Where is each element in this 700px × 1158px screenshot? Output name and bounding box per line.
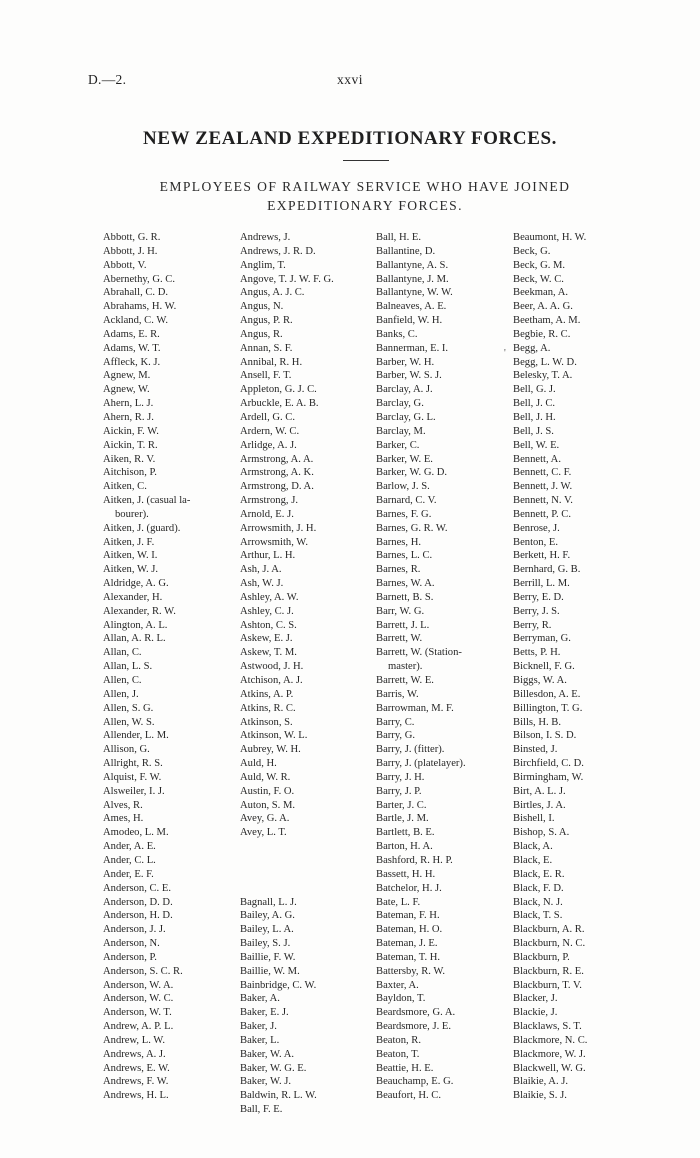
name-entry: Auld, H. bbox=[240, 758, 277, 770]
page-number: xxvi bbox=[336, 72, 363, 87]
name-entry: Aitken, J. (guard). bbox=[103, 522, 181, 534]
name-entry: Avey, L. T. bbox=[240, 827, 287, 839]
name-entry: Anderson, W. T. bbox=[103, 1007, 172, 1019]
name-entry: Bannerman, E. I. bbox=[376, 342, 449, 354]
name-entry: Bainbridge, C. W. bbox=[240, 979, 317, 991]
column-spacer bbox=[240, 854, 372, 868]
name-entry: Allison, G. bbox=[103, 744, 150, 756]
name-entry: Black, E. bbox=[513, 854, 553, 866]
name-entry: Begg, A. bbox=[513, 342, 551, 354]
name-entry: Barlow, J. S. bbox=[376, 481, 430, 493]
name-entry: Alquist, F. W. bbox=[103, 771, 162, 783]
name-entry: Bishop, S. A. bbox=[513, 827, 570, 839]
name-entry: Bateman, F. H. bbox=[376, 910, 440, 922]
name-entry: Benton, E. bbox=[513, 536, 559, 548]
name-entry: Armstrong, A. A. bbox=[240, 453, 314, 465]
name-entry: Atkinson, W. L. bbox=[240, 730, 308, 742]
name-entry: Beardsmore, G. A. bbox=[376, 1007, 456, 1019]
name-entry: Blackmore, W. J. bbox=[513, 1048, 586, 1060]
name-entry: Ballantyne, W. W. bbox=[376, 287, 453, 299]
name-entry: Blacklaws, S. T. bbox=[513, 1021, 582, 1033]
name-entry: Beardsmore, J. E. bbox=[376, 1021, 452, 1033]
name-entry: Baillie, W. M. bbox=[240, 965, 300, 977]
name-entry: Allan, L. S. bbox=[103, 661, 153, 673]
name-entry: Beekman, A. bbox=[513, 287, 569, 299]
name-entry: Banks, C. bbox=[376, 328, 418, 340]
name-entry: Abbott, J. H. bbox=[103, 245, 158, 257]
name-entry: Angove, T. J. W. F. G. bbox=[240, 273, 334, 285]
name-entry: Bagnall, L. J. bbox=[240, 896, 297, 908]
name-entry: Arthur, L. H. bbox=[240, 550, 296, 562]
name-entry: Agnew, M. bbox=[103, 370, 151, 382]
name-entry: Birtles, J. A. bbox=[513, 799, 566, 811]
name-entry: Ames, H. bbox=[103, 813, 144, 825]
name-entry: Ardell, G. C. bbox=[240, 411, 296, 423]
name-entry: Alexander, R. W. bbox=[103, 605, 176, 617]
subtitle-line-1: EMPLOYEES OF RAILWAY SERVICE WHO HAVE JOINED bbox=[159, 179, 571, 194]
name-entry: Blackburn, R. E. bbox=[513, 965, 584, 977]
name-entry: Barker, C. bbox=[376, 439, 420, 451]
name-entry: Barrett, W. (Station- bbox=[376, 647, 462, 659]
name-entry: Aitken, W. J. bbox=[103, 564, 159, 576]
name-entry: Beck, W. C. bbox=[513, 273, 564, 285]
name-entry: Annan, S. F. bbox=[240, 342, 293, 354]
page-title: NEW ZEALAND EXPEDITIONARY FORCES. bbox=[143, 128, 557, 149]
name-entry: Barry, G. bbox=[376, 730, 416, 742]
section-subtitle bbox=[120, 177, 610, 215]
name-entry: Ashton, C. S. bbox=[240, 619, 297, 631]
name-entry: Bernhard, G. B. bbox=[513, 564, 581, 576]
name-entry: Aitken, W. I. bbox=[103, 550, 158, 562]
name-entry: Ansell, F. T. bbox=[240, 370, 292, 382]
name-entry: Barber, W. S. J. bbox=[376, 370, 442, 382]
name-entry: Beaton, R. bbox=[376, 1034, 422, 1046]
name-entry: Abbott, G. R. bbox=[103, 232, 161, 243]
name-entry: Bicknell, F. G. bbox=[513, 661, 575, 673]
name-entry: Berryman, G. bbox=[513, 633, 571, 645]
column-spacer bbox=[240, 882, 372, 896]
name-entry: Askew, E. J. bbox=[240, 633, 293, 645]
name-entry: Bell, J. S. bbox=[513, 425, 554, 437]
name-entry: Aitken, J. F. bbox=[103, 536, 155, 548]
name-entry: Ackland, C. W. bbox=[103, 315, 169, 327]
name-entry: Ball, F. E. bbox=[240, 1104, 283, 1116]
name-entry: Bennett, P. C. bbox=[513, 508, 571, 520]
names-column-4 bbox=[513, 231, 663, 1103]
name-entry: Ahern, R. J. bbox=[103, 411, 154, 423]
name-entry: Barnes, L. C. bbox=[376, 550, 433, 562]
name-entry: Blackburn, N. C. bbox=[513, 938, 586, 950]
name-entry: Balneaves, A. E. bbox=[376, 301, 447, 313]
name-entry: Blaikie, S. J. bbox=[513, 1090, 567, 1102]
name-entry: Bennett, N. V. bbox=[513, 495, 573, 507]
name-entry: Barnes, R. bbox=[376, 564, 421, 576]
name-entry: Barrowman, M. F. bbox=[376, 702, 454, 714]
name-entry: Blackburn, A. R. bbox=[513, 924, 585, 936]
name-entry: Abernethy, G. C. bbox=[103, 273, 175, 285]
name-entry: Baker, W. G. E. bbox=[240, 1062, 307, 1074]
name-entry: Bashford, R. H. P. bbox=[376, 854, 453, 866]
name-entry: Adams, E. R. bbox=[103, 328, 160, 340]
name-entry: Barnes, H. bbox=[376, 536, 422, 548]
name-entry: Ardern, W. C. bbox=[240, 425, 300, 437]
name-entry: Atkins, R. C. bbox=[240, 702, 296, 714]
name-entry: Barnes, G. R. W. bbox=[376, 522, 448, 534]
name-entry: Ballantine, D. bbox=[376, 245, 436, 257]
name-entry: Baker, E. J. bbox=[240, 1007, 289, 1019]
name-entry: Anderson, P. bbox=[103, 951, 157, 963]
name-entry: Barnes, F. G. bbox=[376, 508, 432, 520]
name-entry: Anglim, T. bbox=[240, 259, 286, 271]
stray-mark: ' bbox=[504, 348, 506, 359]
name-entry: Barker, W. E. bbox=[376, 453, 433, 465]
name-entry: Angus, P. R. bbox=[240, 315, 293, 327]
name-entry: Arlidge, A. J. bbox=[240, 439, 297, 451]
names-column-1 bbox=[103, 231, 235, 1103]
name-entry: Beck, G. M. bbox=[513, 259, 566, 271]
name-entry: Auton, S. M. bbox=[240, 799, 296, 811]
name-entry: Avey, G. A. bbox=[240, 813, 290, 825]
name-entry: Arnold, E. J. bbox=[240, 508, 294, 520]
name-entry: Anderson, J. J. bbox=[103, 924, 166, 936]
name-entry: Barrett, W. E. bbox=[376, 675, 434, 686]
name-entry: Berry, E. D. bbox=[513, 591, 564, 603]
name-entry-continuation: master). bbox=[388, 661, 423, 673]
name-entry: Black, F. D. bbox=[513, 882, 564, 894]
name-entry: Atchison, A. J. bbox=[240, 675, 303, 686]
name-entry: Allen, S. G. bbox=[103, 702, 154, 714]
name-entry: Bartle, J. M. bbox=[376, 813, 429, 825]
name-entry: Aickin, T. R. bbox=[103, 439, 158, 451]
name-entry: Andrew, A. P. L. bbox=[103, 1021, 174, 1033]
name-entry: Allen, C. bbox=[103, 675, 142, 686]
name-entry: Barnard, C. V. bbox=[376, 495, 437, 507]
name-entry: Amodeo, L. M. bbox=[103, 827, 169, 839]
name-entry: Begg, L. W. D. bbox=[513, 356, 577, 368]
name-entry: Allan, A. R. L. bbox=[103, 633, 166, 645]
name-entry: Anderson, W. C. bbox=[103, 993, 174, 1005]
name-entry: Barrett, W. bbox=[376, 633, 423, 645]
name-entry: Alsweiler, I. J. bbox=[103, 785, 165, 797]
name-entry: Barry, J. (platelayer). bbox=[376, 758, 466, 770]
name-entry-continuation: bourer). bbox=[115, 508, 149, 520]
name-entry: Blackmore, N. C. bbox=[513, 1034, 588, 1046]
name-entry: Beck, G. bbox=[513, 245, 551, 257]
name-entry: Bennett, A. bbox=[513, 453, 561, 465]
name-entry: Alves, R. bbox=[103, 799, 143, 811]
name-entry: Bilson, I. S. D. bbox=[513, 730, 577, 742]
name-entry: Abbott, V. bbox=[103, 259, 147, 271]
name-entry: Atkinson, S. bbox=[240, 716, 293, 728]
name-entry: Baker, J. bbox=[240, 1021, 277, 1033]
name-entry: Anderson, H. D. bbox=[103, 910, 173, 922]
name-entry: Blackburn, P. bbox=[513, 951, 570, 963]
name-entry: Bateman, J. E. bbox=[376, 938, 438, 950]
page-reference: D.—2. bbox=[88, 72, 127, 87]
name-entry: Berry, J. S. bbox=[513, 605, 560, 617]
name-entry: Bateman, T. H. bbox=[376, 951, 441, 963]
name-entry: Beaufort, H. C. bbox=[376, 1090, 442, 1102]
name-entry: Bell, J. C. bbox=[513, 398, 556, 410]
name-entry: Blaikie, A. J. bbox=[513, 1076, 569, 1088]
name-entry: Barclay, G. bbox=[376, 398, 424, 410]
name-entry: Barnett, B. S. bbox=[376, 591, 434, 603]
name-entry: Agnew, W. bbox=[103, 384, 150, 396]
name-entry: Baker, L. bbox=[240, 1034, 280, 1046]
subtitle-line-2: EXPEDITIONARY FORCES. bbox=[267, 198, 463, 213]
name-entry: Bateman, H. O. bbox=[376, 924, 443, 936]
name-entry: Armstrong, D. A. bbox=[240, 481, 314, 493]
name-entry: Andrews, F. W. bbox=[103, 1076, 169, 1088]
name-entry: Ash, W. J. bbox=[240, 578, 284, 590]
name-entry: Black, E. R. bbox=[513, 868, 565, 880]
name-entry: Angus, A. J. C. bbox=[240, 287, 305, 299]
name-entry: Barter, J. C. bbox=[376, 799, 427, 811]
name-entry: Barr, W. G. bbox=[376, 605, 425, 617]
name-entry: Barris, W. bbox=[376, 688, 419, 700]
name-entry: Baxter, A. bbox=[376, 979, 419, 991]
name-entry: Bills, H. B. bbox=[513, 716, 561, 728]
name-entry: Allright, R. S. bbox=[103, 758, 163, 770]
name-entry: Barrett, J. L. bbox=[376, 619, 430, 631]
name-entry: Bennett, C. F. bbox=[513, 467, 572, 479]
name-entry: Billesdon, A. E. bbox=[513, 688, 581, 700]
name-entry: Blacker, J. bbox=[513, 993, 558, 1005]
name-entry: Baldwin, R. L. W. bbox=[240, 1090, 317, 1102]
name-entry: Arrowsmith, W. bbox=[240, 536, 308, 548]
name-entry: Bell, J. H. bbox=[513, 411, 556, 423]
name-entry: Bennett, J. W. bbox=[513, 481, 573, 493]
name-entry: Ander, C. L. bbox=[103, 854, 156, 866]
name-entry: Ahern, L. J. bbox=[103, 398, 154, 410]
name-entry: Andrews, E. W. bbox=[103, 1062, 170, 1074]
name-entry: Blackie, J. bbox=[513, 1007, 558, 1019]
column-spacer bbox=[240, 840, 372, 854]
name-entry: Affleck, K. J. bbox=[103, 356, 161, 368]
name-entry: Aldridge, A. G. bbox=[103, 578, 169, 590]
name-entry: Black, N. J. bbox=[513, 896, 563, 908]
name-entry: Beauchamp, E. G. bbox=[376, 1076, 454, 1088]
name-entry: Beaton, T. bbox=[376, 1048, 420, 1060]
title-divider bbox=[343, 160, 389, 161]
name-entry: Beer, A. A. G. bbox=[513, 301, 573, 313]
name-entry: Anderson, C. E. bbox=[103, 882, 171, 894]
name-entry: Aitken, J. (casual la- bbox=[103, 495, 191, 507]
name-entry: Beattie, H. E. bbox=[376, 1062, 434, 1074]
name-entry: Austin, F. O. bbox=[240, 785, 295, 797]
name-entry: Alexander, H. bbox=[103, 591, 163, 603]
name-entry: Beetham, A. M. bbox=[513, 315, 581, 327]
name-entry: Baker, W. A. bbox=[240, 1048, 295, 1060]
name-entry: Baker, W. J. bbox=[240, 1076, 292, 1088]
name-entry: Anderson, D. D. bbox=[103, 896, 173, 908]
names-column-3 bbox=[376, 231, 508, 1103]
name-entry: Atkins, A. P. bbox=[240, 688, 294, 700]
name-entry: Bell, G. J. bbox=[513, 384, 556, 396]
name-entry: Biggs, W. A. bbox=[513, 675, 567, 686]
name-entry: Berkett, H. F. bbox=[513, 550, 571, 562]
name-entry: Andrews, J. bbox=[240, 232, 291, 243]
name-entry: Askew, T. M. bbox=[240, 647, 297, 659]
name-entry: Alington, A. L. bbox=[103, 619, 168, 631]
name-entry: Bailey, A. G. bbox=[240, 910, 295, 922]
name-entry: Betts, P. H. bbox=[513, 647, 561, 659]
name-entry: Appleton, G. J. C. bbox=[240, 384, 317, 396]
name-entry: Bailey, S. J. bbox=[240, 938, 291, 950]
name-entry: Allender, L. M. bbox=[103, 730, 169, 742]
name-entry: Ball, H. E. bbox=[376, 232, 422, 243]
name-entry: Beaumont, H. W. bbox=[513, 232, 587, 243]
name-entry: Bailey, L. A. bbox=[240, 924, 294, 936]
name-entry: Barry, J. P. bbox=[376, 785, 422, 797]
name-entry: Benrose, J. bbox=[513, 522, 560, 534]
name-entry: Bartlett, B. E. bbox=[376, 827, 435, 839]
name-entry: Baillie, F. W. bbox=[240, 951, 296, 963]
name-entry: Batchelor, H. J. bbox=[376, 882, 442, 894]
name-entry: Andrews, H. L. bbox=[103, 1090, 169, 1102]
name-entry: Adams, W. T. bbox=[103, 342, 161, 354]
name-entry: Andrews, A. J. bbox=[103, 1048, 166, 1060]
name-entry: Birt, A. L. J. bbox=[513, 785, 566, 797]
name-entry: Barclay, A. J. bbox=[376, 384, 433, 396]
name-entry: Barton, H. A. bbox=[376, 841, 433, 853]
name-entry: Aubrey, W. H. bbox=[240, 744, 301, 756]
name-entry: Bishell, I. bbox=[513, 813, 555, 825]
name-entry: Allen, J. bbox=[103, 688, 139, 700]
name-entry: Allan, C. bbox=[103, 647, 142, 659]
name-entry: Ashley, C. J. bbox=[240, 605, 294, 617]
name-entry: Blackwell, W. G. bbox=[513, 1062, 586, 1074]
name-entry: Barber, W. H. bbox=[376, 356, 435, 368]
name-entry: Barnes, W. A. bbox=[376, 578, 435, 590]
name-entry: Armstrong, J. bbox=[240, 495, 298, 507]
name-entry: Barry, J. H. bbox=[376, 771, 425, 783]
name-entry: Ballantyne, A. S. bbox=[376, 259, 449, 271]
name-entry: Baker, A. bbox=[240, 993, 280, 1005]
name-entry: Belesky, T. A. bbox=[513, 370, 573, 382]
name-entry: Banfield, W. H. bbox=[376, 315, 443, 327]
name-entry: Binsted, J. bbox=[513, 744, 558, 756]
name-entry: Barry, C. bbox=[376, 716, 415, 728]
name-entry: Barclay, G. L. bbox=[376, 411, 436, 423]
name-entry: Armstrong, A. K. bbox=[240, 467, 314, 479]
name-entry: Aitken, C. bbox=[103, 481, 147, 493]
name-entry: Bate, L. F. bbox=[376, 896, 421, 908]
name-entry: Black, T. S. bbox=[513, 910, 563, 922]
name-entry: Berrill, L. M. bbox=[513, 578, 570, 590]
name-entry: Arbuckle, E. A. B. bbox=[240, 398, 319, 410]
name-entry: Angus, R. bbox=[240, 328, 283, 340]
name-entry: Ashley, A. W. bbox=[240, 591, 299, 603]
name-entry: Astwood, J. H. bbox=[240, 661, 304, 673]
name-entry: Berry, R. bbox=[513, 619, 552, 631]
name-entry: Barclay, M. bbox=[376, 425, 426, 437]
name-entry: Birchfield, C. D. bbox=[513, 758, 584, 770]
name-entry: Battersby, R. W. bbox=[376, 965, 446, 977]
names-column-2 bbox=[240, 231, 372, 1117]
name-entry: Aitchison, P. bbox=[103, 467, 157, 479]
name-entry: Black, A. bbox=[513, 841, 553, 853]
name-entry: Angus, N. bbox=[240, 301, 284, 313]
name-entry: Anderson, N. bbox=[103, 938, 160, 950]
name-entry: Abrahall, C. D. bbox=[103, 287, 169, 299]
name-entry: Billington, T. G. bbox=[513, 702, 583, 714]
name-entry: Bayldon, T. bbox=[376, 993, 426, 1005]
name-entry: Ballantyne, J. M. bbox=[376, 273, 449, 285]
name-entry: Allen, W. S. bbox=[103, 716, 155, 728]
name-entry: Bassett, H. H. bbox=[376, 868, 436, 880]
name-entry: Barker, W. G. D. bbox=[376, 467, 448, 479]
name-entry: Andrew, L. W. bbox=[103, 1034, 165, 1046]
name-entry: Blackburn, T. V. bbox=[513, 979, 582, 991]
name-entry: Aiken, R. V. bbox=[103, 453, 156, 465]
name-entry: Arrowsmith, J. H. bbox=[240, 522, 317, 534]
name-entry: Auld, W. R. bbox=[240, 771, 291, 783]
name-entry: Barry, J. (fitter). bbox=[376, 744, 445, 756]
name-entry: Bell, W. E. bbox=[513, 439, 560, 451]
name-entry: Andrews, J. R. D. bbox=[240, 245, 316, 257]
name-entry: Ander, A. E. bbox=[103, 841, 156, 853]
name-entry: Birmingham, W. bbox=[513, 771, 584, 783]
name-entry: Abrahams, H. W. bbox=[103, 301, 177, 313]
name-entry: Ander, E. F. bbox=[103, 868, 154, 880]
column-spacer bbox=[240, 868, 372, 882]
name-entry: Ash, J. A. bbox=[240, 564, 282, 576]
name-entry: Anderson, W. A. bbox=[103, 979, 174, 991]
name-entry: Aickin, F. W. bbox=[103, 425, 159, 437]
name-entry: Anderson, S. C. R. bbox=[103, 965, 183, 977]
name-entry: Annibal, R. H. bbox=[240, 356, 303, 368]
name-entry: Begbie, R. C. bbox=[513, 328, 571, 340]
